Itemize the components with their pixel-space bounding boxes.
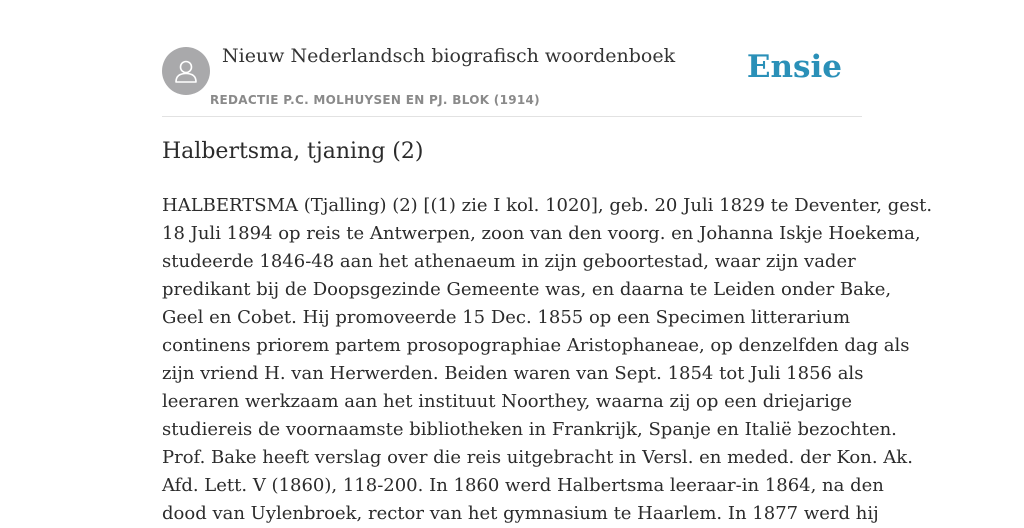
body-line: Geel en Cobet. Hij promoveerde 15 Dec. 1855 op een Specimen litterarium [162, 307, 851, 328]
book-title[interactable]: Nieuw Nederlandsch biografisch woordenboek [222, 45, 676, 67]
body-line: studiereis de voornaamste bibliotheken in Frankrijk, Spanje en Italië bezochten. [162, 419, 897, 440]
entry-body [162, 192, 933, 528]
body-line: 18 Juli 1894 op reis te Antwerpen, zoon van den voorg. en Johanna Iskje Hoekema, [162, 223, 921, 244]
body-line: dood van Uylenbroek, rector van het gymnasium te Haarlem. In 1877 werd hij [162, 503, 879, 524]
book-editors: REDACTIE P.C. MOLHUYSEN EN PJ. BLOK (1914) [210, 93, 540, 107]
entry-title: Halbertsma, tjaning (2) [162, 139, 424, 164]
body-line: leeraren werkzaam aan het instituut Noorthey, waarna zij op een driejarige [162, 391, 853, 412]
body-line: continens priorem partem prosopographiae Aristophaneae, op denzelfden dag als [162, 335, 910, 356]
body-line: studeerde 1846-48 aan het athenaeum in zijn geboortestad, waar zijn vader [162, 251, 856, 272]
page [162, 0, 933, 524]
user-silhouette-icon [172, 57, 200, 85]
avatar[interactable] [162, 47, 210, 95]
body-line: zijn vriend H. van Herwerden. Beiden waren van Sept. 1854 tot Juli 1856 als [162, 363, 864, 384]
body-line: Prof. Bake heeft verslag over die reis uitgebracht in Versl. en meded. der Kon. Ak. [162, 447, 913, 468]
header [162, 0, 862, 117]
body-line: HALBERTSMA (Tjalling) (2) [(1) zie I kol. 1020], geb. 20 Juli 1829 te Deventer, gest. [162, 195, 933, 216]
site-logo[interactable]: Ensie [746, 49, 842, 85]
body-line: Afd. Lett. V (1860), 118-200. In 1860 werd Halbertsma leeraar-in 1864, na den [162, 475, 884, 496]
body-line: predikant bij de Doopsgezinde Gemeente was, en daarna te Leiden onder Bake, [162, 279, 892, 300]
